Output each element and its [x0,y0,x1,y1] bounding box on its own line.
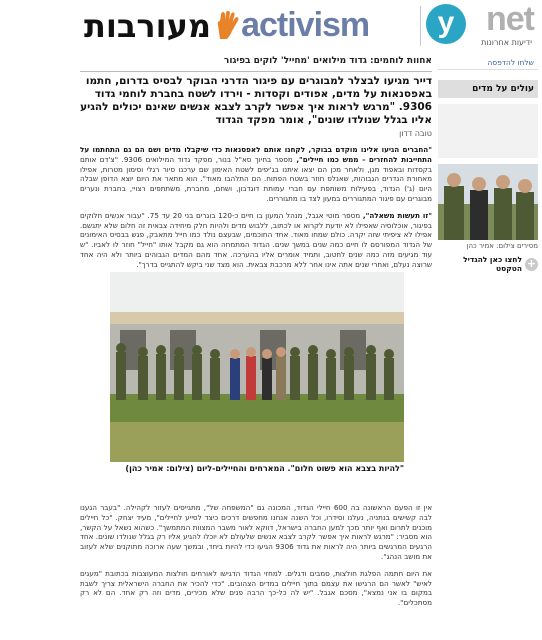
activism-hebrew-text: מעורבות [84,6,212,45]
ynet-logo[interactable] [426,0,534,48]
photo-caption: "להיות בצבא הוא פשוט חלום". המארחים והחיילים-ליום (צילום: אמיר כהן) [125,464,404,473]
raised-hand-icon [213,11,239,41]
article-headline: דייר מגיעו לבצלר למבוגרים עם פיגור הדרני הבוקר לבסיס בדרום, חתמו באפסנאות על מדים, אפודים וקסדות - וירדו לשטח בחברת לוחמי גדוד 9306. "מרגש לראות איך אפשר לקרב לצבא אנשים שאינם יכולים להגיע אליו בגלל שנולדו שונים", אומר מפקד הגדוד [80,75,432,126]
article-paragraph [80,211,432,270]
article-paragraph [80,145,432,204]
article-byline: טובה דדון [399,129,432,138]
paragraph-body: מספר בחיוך סא"ל בנור, מפקד גדוד המילואים 9306. "צ'דם אותם בקסדות ובאפוד מגן, ולאחר מכן הם יצאו איתנו בג'יפים לשטח האימון שם ערכנו סיור רגלי וסימון מטרות, אפילו מאחורת הגדרים הגבוהות, שאנלס חוזר בשטח הפתוח. הם התלהבו מאוד". הוא מתאר את היום יוצא הדופן שבלה היום (ג') הגדוד, בפעילות משותפת עם חברי עמותת דוגדבון, ושחם, מחברת, משתתפים רצויי, בחברת ונערים מבוגרים עם פיגור המתגוררים במעון לצד בו מתגוררים. [80,154,432,203]
activism-logo[interactable] [84,6,414,46]
sidebar-box-title: עולים על מדים [438,80,538,98]
article-paragraph: אין זו הפעם הראשונה בה 600 חיילי הגדוד, המכונה גם "המשפחה של", מתגייסים לעזור לקהילה. "בעבר הגענו לבה קשישים בנתניה, נעלנו וסידרו, וכל השנה אנחנו מחפשים דרכים כיצד לסייע לחיילים", מעיד יצחק. "כל חיילים מוכנים לתרום ואף יותר מכך למען החברה בישראל, דווקא לאור משבר המצוות המתמשך". כשהוא נשאל על הקשר, הוא מסביר: "מרגש לראות איך אפשר לקרב לצבא אנשים שלעולם לא יוכלו להגיע אליו רק בגלל שנולדו שונים. אחד הרגעים המרגשים ביותר היה לראות את גדוד 9306 הגיעו כדי להיות ביחד, ובמשך שעה ארוכה מתוקנים שלא לעזוב את מושב הנהג". [80,503,432,561]
paragraph-body: מספר מוטי אגבל, מנהל המעון בו חיים כ-120 בוגרים בני 20 עד 75. "עבור אנשים חלוקים בפיגור, אוכלוסיה שאפילו לא יודעת לקרוא או לכתוב, ללבוש מדים ולהיות חלק מיחידה צבאית זה חלום שלא יתגשם. אפילו לא ציפיתי שזה יקרה. כולם שמחו מאוד. אחד החוכמים, שבעצם נולד כמו חייל מתאבק, פגש בבסיס האימונים של הגדוד המפורסם לו חיים כמה שנים במשך שנים. הגדוד המתמחה הוא גם מקבל אותו "חייל" חוזר לו לאביו. "ש עוד מגיעים מזה כמה שנים לחטוב, ותמיד אומרים אליו בהערכה. אחד מהם המדים הגבוהים ביותר ולא היה אחד שרוצה נעלם, ואחרי שנים אתה אינו אחר ללא מרכבת צבאית. הוא מצד שני ביקש להתגייס בדרך". [80,210,432,269]
sidebar [438,56,538,273]
paragraph-lead: "זו תעשות משאלה", [362,210,432,220]
article-photo [110,272,404,462]
article-body [80,56,432,270]
ynet-logo-subtitle: ידיעות אחרונות [481,38,532,47]
sidebar-soldiers-photo [438,164,538,240]
header-divider [420,6,421,46]
paragraph-lead: "החברים הגיעו אלינו מוקדם בבוקר, לקחנו אותם לאפסנאות כדי שיקבלו מדים ושם הם גם התחתמו על התחייבות להחזרים - ממש כמו חיילים", [80,145,432,164]
zoom-in-icon [525,258,538,271]
sidebar-photo[interactable] [438,164,538,240]
article-paragraph: את היום חתמה הפלגת חולצות, סמבים ודגלים. למחזי הגדוד הדגישו לאורחים חולצות המעוצבות בכתובת "מעגים לאיש" לאשר הם הרגישו את עצמם בתוך חיילים במדים הצהובים. "כדי להכיר את החברה הישראלית צריך לשבת במקום בו אני נמצא", מסכם אגבל. "יש לה כל-כך הרבה פנים שלא מכירים, מדים וזה רק אחד. הם לא רק מסתכלים". [80,568,432,608]
sidebar-photo-credit: מסירים צילום: אמיר כהן [466,242,538,250]
enlarge-text-label: לחצו כאן להגדיל הטקסט [463,255,522,273]
article-kicker: אחוות לוחמים: גדוד מילואים 'מחייל' לוקים בפיגור [223,56,432,66]
site-header [0,0,542,52]
ynet-logo-text: net [486,0,534,38]
ynet-logo-circle: y [426,4,466,44]
article-body-lower [80,496,432,608]
soldiers-group-photo [110,272,404,462]
print-link[interactable]: שלחו להדפסה [438,56,538,70]
enlarge-text-link[interactable] [438,255,538,273]
sidebar-ad-space [438,104,538,158]
header-separator [80,71,432,72]
activism-english-text: activism [241,6,370,44]
